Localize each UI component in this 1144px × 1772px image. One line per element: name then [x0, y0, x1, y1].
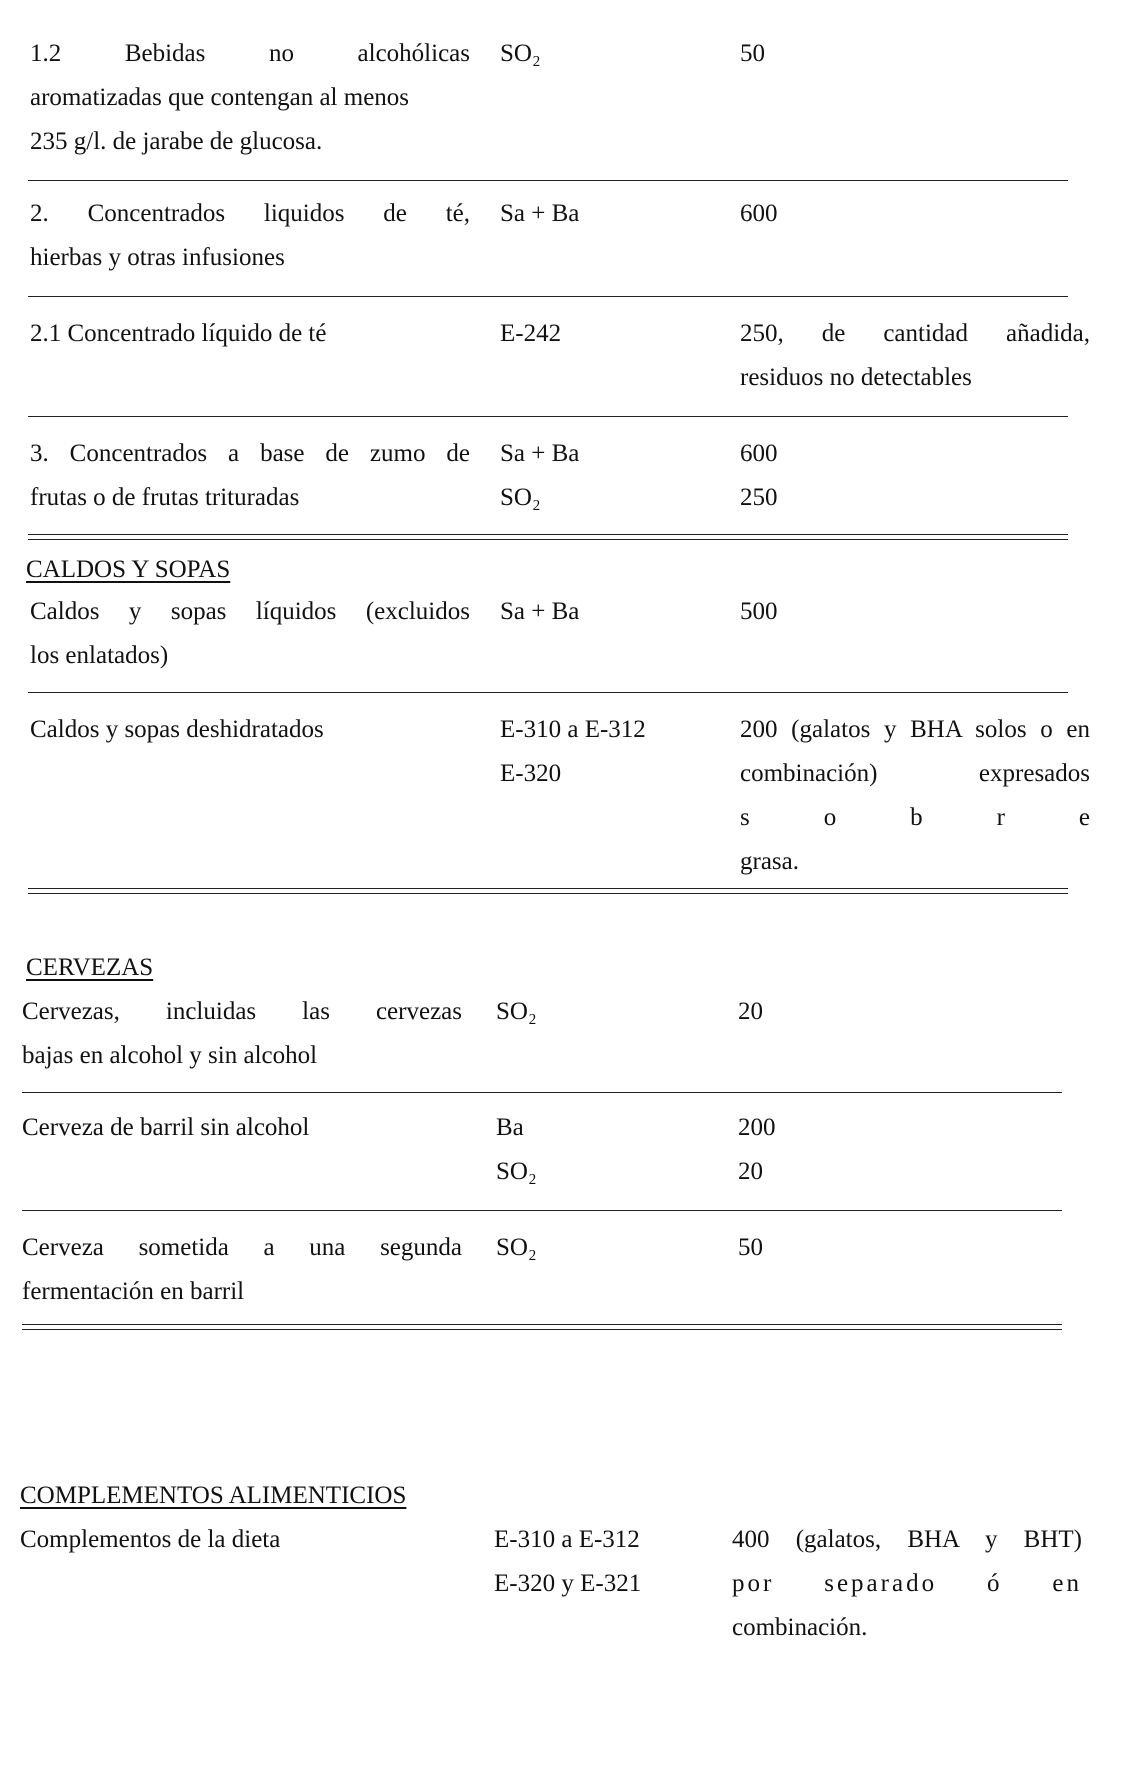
max-limit [740, 590, 1090, 634]
additive-line: E-320 y E-321 [494, 1570, 642, 1597]
additive-line: Sa + Ba [500, 598, 580, 625]
additive-line: SO₂ [500, 40, 541, 67]
additive-line: Sa + Ba [500, 200, 580, 227]
description-line: 1.2 Bebidas no alcohólicas [30, 40, 470, 67]
additive-line: E-310 a E-312 [494, 1526, 640, 1553]
max-limit [740, 32, 1090, 76]
food-description [22, 1226, 462, 1314]
limit-line: grasa. [740, 848, 799, 875]
max-limit [738, 1226, 1088, 1270]
additive [500, 32, 700, 76]
description-line: los enlatados) [30, 642, 169, 669]
description-line: hierbas y otras infusiones [30, 244, 285, 271]
food-description [22, 1106, 462, 1150]
additive [500, 432, 700, 520]
additive [496, 1106, 696, 1194]
limit-line: 20 [738, 1158, 763, 1185]
limit-line: por separado ó en [732, 1570, 1082, 1597]
description-line: 2.1 Concentrado líquido de té [30, 320, 327, 347]
limit-line: 250, de cantidad añadida, [740, 320, 1090, 347]
max-limit [738, 1106, 1088, 1194]
food-description [30, 192, 470, 280]
limit-line: combinación. [732, 1614, 868, 1641]
additive-line: SO₂ [496, 1158, 537, 1185]
additive-line: Sa + Ba [500, 440, 580, 467]
additive [500, 708, 700, 796]
additive [500, 590, 700, 634]
max-limit [740, 432, 1090, 520]
section-divider [28, 534, 1068, 540]
food-description [30, 590, 470, 678]
row-divider [28, 296, 1068, 297]
food-description [30, 312, 470, 356]
description-line: 235 g/l. de jarabe de glucosa. [30, 128, 323, 155]
description-line: Caldos y sopas líquidos (excluidos [30, 598, 470, 625]
additive-line: SO₂ [496, 998, 537, 1025]
limit-line: combinación) expresados [740, 760, 1090, 787]
row-divider [28, 180, 1068, 181]
additive [496, 1226, 696, 1270]
limit-line: 200 [738, 1114, 776, 1141]
section-heading: COMPLEMENTOS ALIMENTICIOS [20, 1482, 407, 1509]
description-line: fermentación en barril [22, 1278, 245, 1305]
additive [496, 990, 696, 1034]
description-line: frutas o de frutas trituradas [30, 484, 300, 511]
description-line: bajas en alcohol y sin alcohol [22, 1042, 318, 1069]
description-line: Cerveza de barril sin alcohol [22, 1114, 310, 1141]
food-description [30, 32, 470, 164]
additive-line: E-310 a E-312 [500, 716, 646, 743]
limit-line: 250 [740, 484, 778, 511]
max-limit [740, 192, 1090, 236]
limit-line: 500 [740, 598, 778, 625]
limit-line: s o b r e [740, 804, 1090, 831]
description-line: Cervezas, incluidas las cervezas [22, 998, 462, 1025]
limit-line: 50 [738, 1234, 763, 1261]
limit-line: residuos no detectables [740, 364, 972, 391]
description-line: Cerveza sometida a una segunda [22, 1234, 462, 1261]
additive-line: E-242 [500, 320, 562, 347]
section-divider [28, 888, 1068, 894]
max-limit [740, 708, 1090, 884]
additive [494, 1518, 694, 1606]
food-description [20, 1518, 460, 1562]
section-heading: CERVEZAS [26, 954, 154, 981]
additive-line: E-320 [500, 760, 562, 787]
row-divider [28, 692, 1068, 693]
description-line: Caldos y sopas deshidratados [30, 716, 324, 743]
food-description [30, 432, 470, 520]
row-divider [28, 416, 1068, 417]
additive [500, 312, 700, 356]
section-heading: CALDOS Y SOPAS [26, 556, 231, 583]
limit-line: 400 (galatos, BHA y BHT) [732, 1526, 1082, 1553]
additive [500, 192, 700, 236]
limit-line: 20 [738, 998, 763, 1025]
max-limit [732, 1518, 1082, 1650]
description-line: Complementos de la dieta [20, 1526, 281, 1553]
max-limit [740, 312, 1090, 400]
description-line: 3. Concentrados a base de zumo de [30, 440, 470, 467]
limit-line: 50 [740, 40, 765, 67]
additive-line: SO₂ [500, 484, 541, 511]
limit-line: 600 [740, 440, 778, 467]
food-description [22, 990, 462, 1078]
additive-line: Ba [496, 1114, 524, 1141]
limit-line: 600 [740, 200, 778, 227]
limit-line: 200 (galatos y BHA solos o en [740, 716, 1090, 743]
row-divider [22, 1092, 1062, 1093]
food-description [30, 708, 470, 752]
description-line: 2. Concentrados liquidos de té, [30, 200, 470, 227]
max-limit [738, 990, 1088, 1034]
section-divider [22, 1324, 1062, 1330]
row-divider [22, 1210, 1062, 1211]
description-line: aromatizadas que contengan al menos [30, 84, 410, 111]
additive-line: SO₂ [496, 1234, 537, 1261]
